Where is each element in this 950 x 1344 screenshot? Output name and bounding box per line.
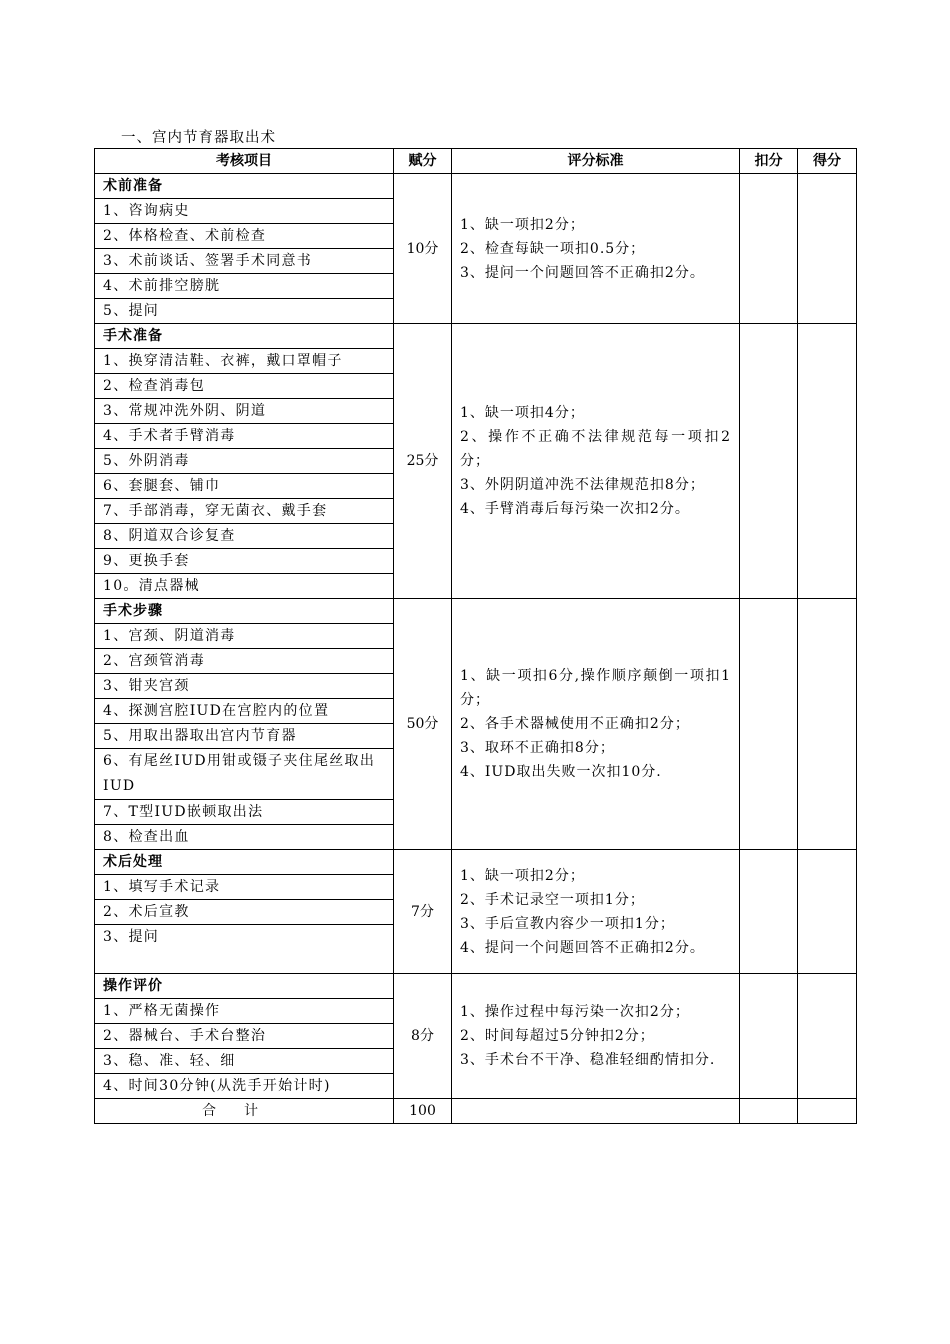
criteria-line: 4、提问一个问题回答不正确扣2分。: [460, 939, 705, 956]
section-points: 10分: [394, 174, 452, 324]
score-cell[interactable]: [798, 599, 857, 850]
section-row: [95, 599, 857, 624]
total-deduct-cell[interactable]: [740, 1099, 798, 1124]
header-points: 赋分: [394, 149, 452, 174]
item-cell: 8、检查出血: [95, 825, 394, 850]
criteria-line: 2、操作不正确不法律规范每一项扣2分；: [460, 429, 731, 469]
item-cell: 6、有尾丝IUD用钳或镊子夹住尾丝取出IUD: [95, 749, 394, 800]
item-cell: 5、外阴消毒: [95, 449, 394, 474]
item-cell: 2、术后宣教: [95, 900, 394, 925]
criteria-line: 3、取环不正确扣8分；: [460, 740, 615, 756]
score-cell[interactable]: [798, 850, 857, 974]
section-criteria: [452, 974, 740, 1099]
item-cell: 2、体格检查、术前检查: [95, 224, 394, 249]
total-criteria-cell: [452, 1099, 740, 1124]
deduct-cell[interactable]: [740, 324, 798, 599]
item-cell: 9、更换手套: [95, 549, 394, 574]
item-cell: 10。清点器械: [95, 574, 394, 599]
header-score: 得分: [798, 149, 857, 174]
criteria-line: 2、时间每超过5分钟扣2分；: [460, 1028, 655, 1044]
criteria-line: 4、IUD取出失败一次扣10分.: [460, 764, 662, 780]
section-points: 8分: [394, 974, 452, 1099]
deduct-cell[interactable]: [740, 974, 798, 1099]
section-criteria: [452, 850, 740, 974]
item-cell: 1、换穿清洁鞋、衣裤，戴口罩帽子: [95, 349, 394, 374]
header-deduct: 扣分: [740, 149, 798, 174]
item-cell: 4、术前排空膀胱: [95, 274, 394, 299]
total-points: 100: [394, 1099, 452, 1124]
criteria-line: 3、外阴阴道冲洗不法律规范扣8分；: [460, 477, 705, 493]
total-label: 合计: [95, 1099, 394, 1124]
section-title: 手术步骤: [95, 599, 394, 624]
section-title: 操作评价: [95, 974, 394, 999]
criteria-line: 2、各手术器械使用不正确扣2分；: [460, 716, 690, 732]
criteria-line: 1、缺一项扣2分；: [460, 867, 585, 884]
item-cell: 2、检查消毒包: [95, 374, 394, 399]
score-cell[interactable]: [798, 174, 857, 324]
item-cell: 4、探测宫腔IUD在宫腔内的位置: [95, 699, 394, 724]
item-cell: 7、T型IUD嵌顿取出法: [95, 800, 394, 825]
item-cell: 4、手术者手臂消毒: [95, 424, 394, 449]
section-points: 25分: [394, 324, 452, 599]
item-cell: 1、严格无菌操作: [95, 999, 394, 1024]
score-cell[interactable]: [798, 974, 857, 1099]
item-cell: 2、宫颈管消毒: [95, 649, 394, 674]
criteria-line: 3、手后宣教内容少一项扣1分；: [460, 915, 675, 932]
total-score-cell[interactable]: [798, 1099, 857, 1124]
item-cell: 6、套腿套、铺巾: [95, 474, 394, 499]
section-row: [95, 850, 857, 875]
item-cell: 5、用取出器取出宫内节育器: [95, 724, 394, 749]
criteria-line: 1、缺一项扣2分；: [460, 216, 585, 233]
header-item: 考核项目: [95, 149, 394, 174]
score-cell[interactable]: [798, 324, 857, 599]
item-cell: 1、咨询病史: [95, 199, 394, 224]
section-points: 50分: [394, 599, 452, 850]
criteria-line: 2、手术记录空一项扣1分；: [460, 891, 645, 908]
header-row: [95, 149, 857, 174]
section-title: 术前准备: [95, 174, 394, 199]
item-cell: 3、钳夹宫颈: [95, 674, 394, 699]
section-row: [95, 974, 857, 999]
section-title: 手术准备: [95, 324, 394, 349]
total-row: [95, 1099, 857, 1124]
criteria-line: 3、手术台不干净、稳准轻细酌情扣分.: [460, 1052, 716, 1068]
item-cell: 3、术前谈话、签署手术同意书: [95, 249, 394, 274]
deduct-cell[interactable]: [740, 850, 798, 974]
section-points: 7分: [394, 850, 452, 974]
item-cell: 8、阴道双合诊复查: [95, 524, 394, 549]
criteria-line: 1、缺一项扣4分；: [460, 405, 585, 421]
criteria-line: 1、缺一项扣6分,操作顺序颠倒一项扣1分；: [460, 668, 731, 708]
header-criteria: 评分标准: [452, 149, 740, 174]
deduct-cell[interactable]: [740, 174, 798, 324]
section-row: [95, 324, 857, 349]
item-cell: 1、宫颈、阴道消毒: [95, 624, 394, 649]
item-cell: 2、器械台、手术台整治: [95, 1024, 394, 1049]
document-title: 一、宫内节育器取出术: [121, 130, 276, 146]
criteria-line: 1、操作过程中每污染一次扣2分；: [460, 1004, 690, 1020]
section-criteria: [452, 599, 740, 850]
item-cell: 1、填写手术记录: [95, 875, 394, 900]
item-cell: 4、时间30分钟(从洗手开始计时): [95, 1074, 394, 1099]
section-criteria: [452, 174, 740, 324]
section-criteria: [452, 324, 740, 599]
item-cell: 3、提问: [95, 925, 394, 974]
scoring-table: [94, 148, 857, 1124]
criteria-line: 3、提问一个问题回答不正确扣2分。: [460, 264, 705, 281]
criteria-line: 2、检查每缺一项扣0.5分；: [460, 240, 646, 257]
item-cell: 3、稳、准、轻、细: [95, 1049, 394, 1074]
section-row: [95, 174, 857, 199]
section-title: 术后处理: [95, 850, 394, 875]
criteria-line: 4、手臂消毒后每污染一次扣2分。: [460, 501, 690, 517]
deduct-cell[interactable]: [740, 599, 798, 850]
item-cell: 7、手部消毒，穿无菌衣、戴手套: [95, 499, 394, 524]
item-cell: 3、常规冲洗外阴、阴道: [95, 399, 394, 424]
item-cell: 5、提问: [95, 299, 394, 324]
